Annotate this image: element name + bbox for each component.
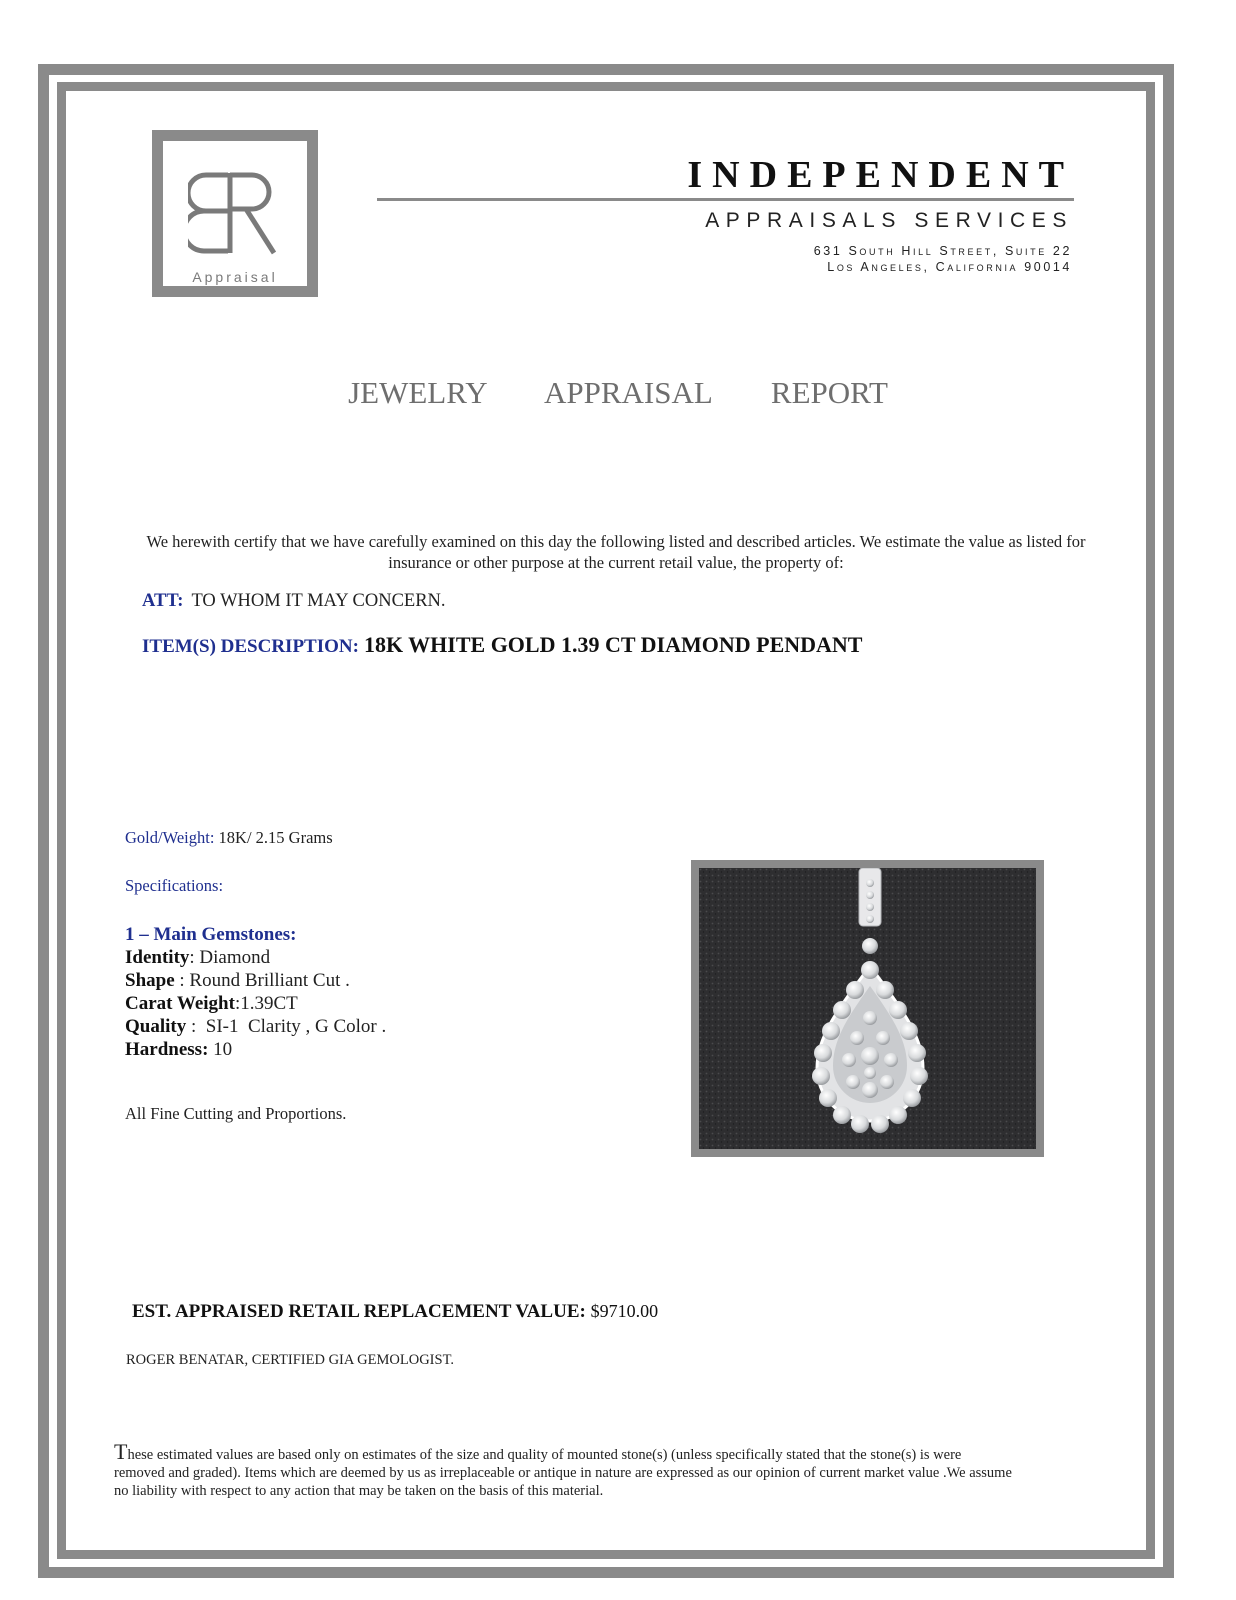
hardness-label: Hardness:	[125, 1039, 209, 1060]
estimated-value: $9710.00	[590, 1301, 659, 1321]
logo-inner	[163, 141, 307, 286]
header-rule	[377, 198, 1074, 201]
company-address	[814, 243, 1072, 275]
address-line-2: Los Angeles, California 90014	[827, 260, 1072, 274]
identity-row	[125, 946, 386, 969]
address-line-1: 631 South Hill Street, Suite 22	[813, 244, 1072, 258]
certification-text: We herewith certify that we have carefully examined on this day the following listed and described articles. We estimate the value as listed for insurance or other purpose at the current retail value, the property of:	[146, 532, 1086, 572]
carat-row	[125, 992, 386, 1015]
br-appraisal-logo	[152, 130, 318, 297]
identity-label: Identity	[125, 947, 190, 968]
att-label: ATT:	[142, 591, 184, 611]
quality-label: Quality	[125, 1016, 187, 1037]
disclaimer-initial: T	[114, 1439, 128, 1464]
disclaimer-body: hese estimated values are based only on estimates of the size and quality of mounted stone(s) (unless specifically stated that the stone(s) is were removed and graded). Items which are deemed by us as irreplaceable or antique in nature are expressed as our opinion of current market value .We assume no liability with respect to any action that may be taken on the basis of this material.	[114, 1447, 1012, 1499]
pendant-photo-frame	[691, 860, 1044, 1157]
disclaimer-text	[114, 1439, 1014, 1500]
gemstone-details	[125, 923, 386, 1061]
item-description-line	[142, 632, 862, 658]
estimated-value-label: EST. APPRAISED RETAIL REPLACEMENT VALUE:	[132, 1301, 586, 1322]
gold-weight-label: Gold/Weight:	[125, 828, 215, 847]
company-name: INDEPENDENT	[687, 154, 1074, 196]
identity-value: : Diamond	[189, 947, 271, 968]
gold-weight-line	[125, 828, 333, 848]
gold-weight-value: 18K/ 2.15 Grams	[218, 828, 333, 847]
diamond-pendant-photo	[699, 868, 1036, 1149]
carat-label: Carat Weight	[125, 993, 235, 1014]
report-title: JEWELRY APPRAISAL REPORT	[348, 375, 888, 410]
estimated-value-line	[132, 1301, 658, 1323]
hardness-row	[125, 1038, 386, 1061]
gemologist-signature-line: ROGER BENATAR, CERTIFIED GIA GEMOLOGIST.	[126, 1352, 454, 1368]
quality-row	[125, 1015, 386, 1038]
inner-border	[57, 82, 1155, 1559]
br-monogram-icon	[188, 169, 280, 255]
att-line	[142, 591, 446, 612]
carat-value: :1.39CT	[234, 993, 298, 1014]
hardness-value: 10	[208, 1039, 233, 1060]
specifications-heading: Specifications:	[125, 876, 224, 895]
logo-caption: Appraisal	[192, 269, 278, 285]
att-value: TO WHOM IT MAY CONCERN.	[191, 591, 446, 611]
company-subtitle: APPRAISALS SERVICES	[705, 209, 1073, 232]
fine-cutting-note: All Fine Cutting and Proportions.	[125, 1104, 347, 1123]
gemstone-title: 1 – Main Gemstones:	[125, 924, 297, 945]
shape-value: : Round Brilliant Cut .	[174, 970, 350, 991]
quality-value: : SI-1 Clarity , G Color .	[186, 1016, 387, 1037]
item-description-value: 18K WHITE GOLD 1.39 CT DIAMOND PENDANT	[363, 632, 863, 657]
item-description-label: ITEM(S) DESCRIPTION:	[142, 636, 359, 657]
shape-label: Shape	[125, 970, 175, 991]
shape-row	[125, 969, 386, 992]
